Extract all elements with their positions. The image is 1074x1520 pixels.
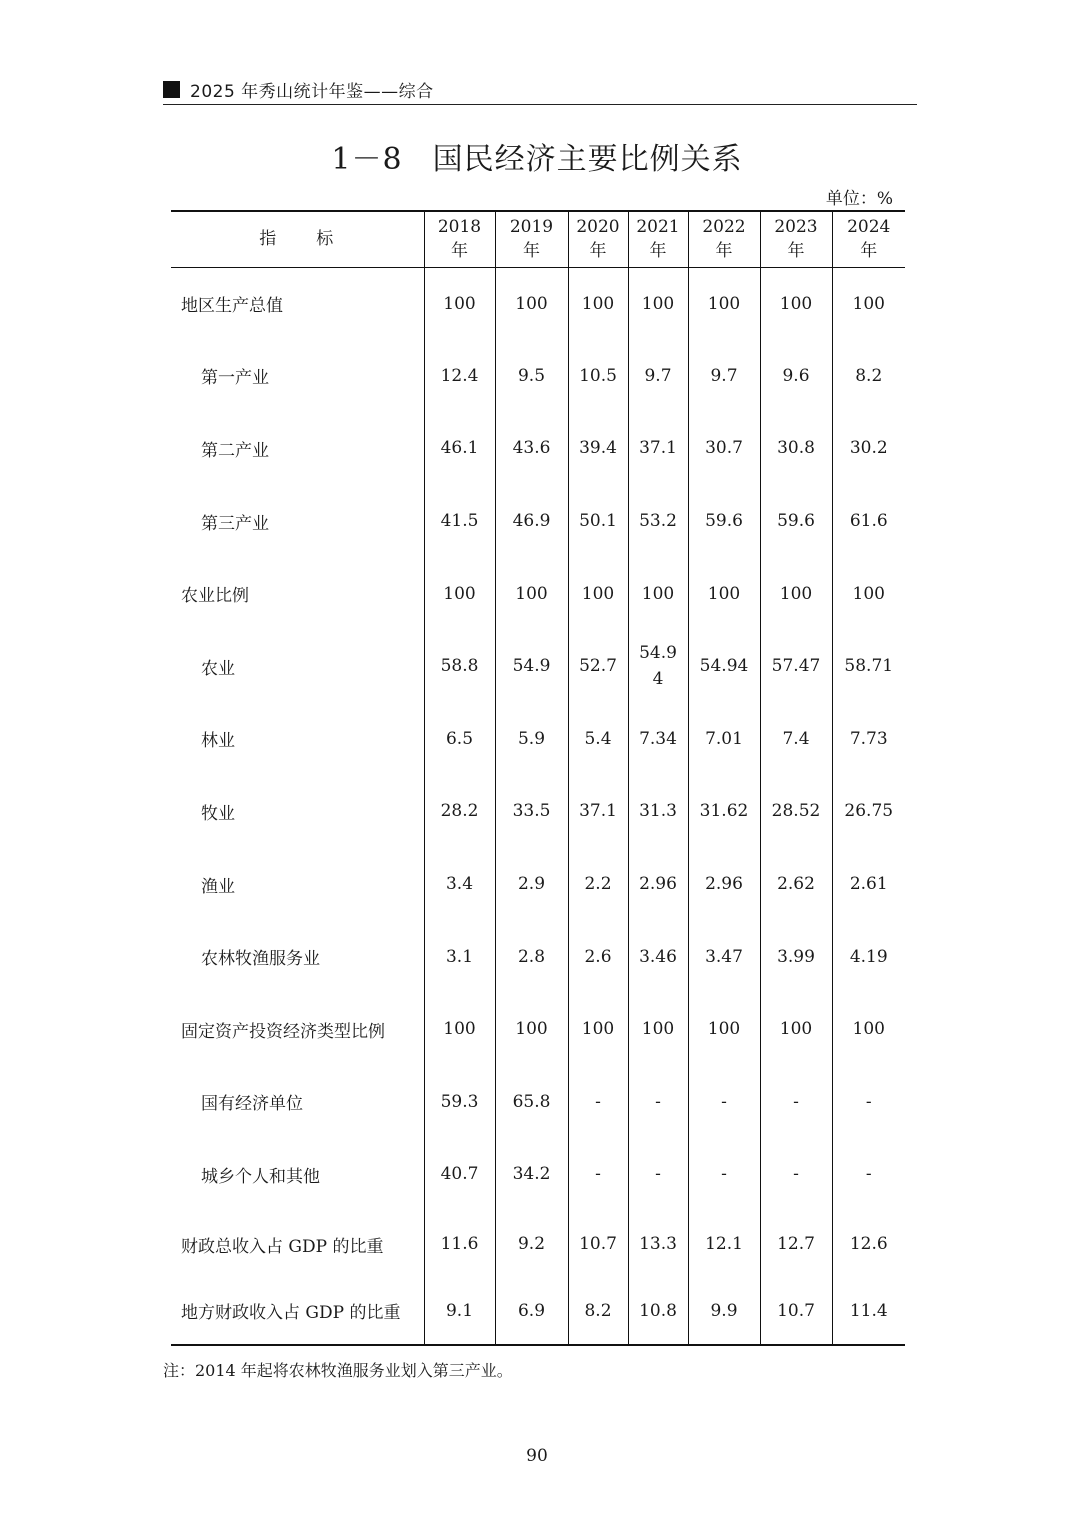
- cell: 2.61: [832, 848, 905, 921]
- cell: 100: [628, 993, 688, 1066]
- cell: -: [568, 1066, 628, 1139]
- cell: 58.71: [832, 630, 905, 703]
- cell: 100: [424, 557, 495, 630]
- year-header: 2024 年: [832, 211, 905, 267]
- cell: 9.9: [688, 1278, 760, 1345]
- row-label: 第二产业: [201, 440, 269, 461]
- cell: 3.47: [688, 920, 760, 993]
- cell: 59.6: [688, 485, 760, 558]
- row-label: 渔业: [201, 876, 235, 897]
- cell: 54.9 4: [628, 630, 688, 703]
- cell: -: [628, 1066, 688, 1139]
- table-row: [171, 703, 905, 776]
- cell: 12.7: [760, 1211, 832, 1278]
- cell: 2.8: [495, 920, 568, 993]
- cell: -: [628, 1138, 688, 1211]
- row-label: 固定资产投资经济类型比例: [181, 1021, 385, 1042]
- cell: 12.4: [424, 340, 495, 413]
- cell: 100: [832, 267, 905, 340]
- cell: 61.6: [832, 485, 905, 558]
- row-label: 农业: [201, 658, 235, 679]
- row-label: 牧业: [201, 803, 235, 824]
- year-header: 2023 年: [760, 211, 832, 267]
- table-row: [171, 412, 905, 485]
- cell: 59.6: [760, 485, 832, 558]
- cell: 37.1: [628, 412, 688, 485]
- cell: 11.6: [424, 1211, 495, 1278]
- table-number: 1－8: [331, 142, 403, 177]
- cell: 2.62: [760, 848, 832, 921]
- cell: 13.3: [628, 1211, 688, 1278]
- cell: 52.7: [568, 630, 628, 703]
- cell: 100: [688, 557, 760, 630]
- row-label: 地区生产总值: [181, 296, 283, 317]
- header-square-icon: [163, 81, 180, 98]
- cell: -: [832, 1138, 905, 1211]
- year-header: 2022 年: [688, 211, 760, 267]
- cell: 54.94: [688, 630, 760, 703]
- cell: -: [832, 1066, 905, 1139]
- row-label: 地方财政收入占 GDP 的比重: [171, 1278, 424, 1345]
- cell: 12.6: [832, 1211, 905, 1278]
- cell: 28.2: [424, 775, 495, 848]
- cell: 3.99: [760, 920, 832, 993]
- cell: 30.2: [832, 412, 905, 485]
- cell: 2.2: [568, 848, 628, 921]
- header-row: [171, 211, 905, 267]
- cell: 9.2: [495, 1211, 568, 1278]
- row-label: 农林牧渔服务业: [201, 949, 320, 970]
- cell: 10.5: [568, 340, 628, 413]
- cell: -: [760, 1138, 832, 1211]
- table-title-text: 国民经济主要比例关系: [432, 142, 743, 177]
- cell: 5.9: [495, 703, 568, 776]
- cell: 9.7: [688, 340, 760, 413]
- table-row: [171, 557, 905, 630]
- cell: 40.7: [424, 1138, 495, 1211]
- cell: 3.1: [424, 920, 495, 993]
- cell: 54.9: [495, 630, 568, 703]
- year-header: 2021 年: [628, 211, 688, 267]
- row-label: 林业: [201, 731, 235, 752]
- cell: 100: [832, 557, 905, 630]
- cell: 10.7: [760, 1278, 832, 1345]
- year-header: 2018 年: [424, 211, 495, 267]
- cell: 3.4: [424, 848, 495, 921]
- table-row: [171, 920, 905, 993]
- cell: 7.4: [760, 703, 832, 776]
- cell: 65.8: [495, 1066, 568, 1139]
- cell: 100: [688, 267, 760, 340]
- cell: 9.6: [760, 340, 832, 413]
- cell: 100: [568, 267, 628, 340]
- cell: 41.5: [424, 485, 495, 558]
- cell: 26.75: [832, 775, 905, 848]
- cell: 59.3: [424, 1066, 495, 1139]
- cell: 4.19: [832, 920, 905, 993]
- table-row: [171, 630, 905, 703]
- cell: 34.2: [495, 1138, 568, 1211]
- cell: 31.62: [688, 775, 760, 848]
- page-number: 90: [526, 1446, 548, 1466]
- row-label: 第一产业: [201, 368, 269, 389]
- row-label: 城乡个人和其他: [201, 1166, 320, 1187]
- cell: 10.7: [568, 1211, 628, 1278]
- indicator-header: 指 标: [171, 211, 424, 267]
- running-header-text: 2025 年秀山统计年鉴——综合: [190, 81, 434, 102]
- cell: 5.4: [568, 703, 628, 776]
- cell: 100: [760, 993, 832, 1066]
- table-row: [171, 1278, 905, 1345]
- table-row: [171, 775, 905, 848]
- cell: 12.1: [688, 1211, 760, 1278]
- cell: 7.73: [832, 703, 905, 776]
- cell: 30.7: [688, 412, 760, 485]
- cell: 100: [424, 993, 495, 1066]
- cell: 100: [628, 267, 688, 340]
- cell: -: [688, 1138, 760, 1211]
- table-row: [171, 267, 905, 340]
- table-title: [0, 134, 1074, 178]
- cell: 28.52: [760, 775, 832, 848]
- year-header: 2020 年: [568, 211, 628, 267]
- table-row: [171, 485, 905, 558]
- row-label: 财政总收入占 GDP 的比重: [181, 1236, 384, 1257]
- cell: 9.5: [495, 340, 568, 413]
- cell: 58.8: [424, 630, 495, 703]
- cell: 100: [760, 557, 832, 630]
- footnote: 注：2014 年起将农林牧渔服务业划入第三产业。: [163, 1361, 513, 1380]
- row-label: 农业比例: [181, 586, 249, 607]
- cell: 100: [568, 993, 628, 1066]
- cell: 8.2: [832, 340, 905, 413]
- row-label: 第三产业: [201, 513, 269, 534]
- cell: 2.96: [628, 848, 688, 921]
- cell: 33.5: [495, 775, 568, 848]
- cell: 100: [495, 267, 568, 340]
- ratio-table: [171, 210, 905, 1346]
- cell: 9.1: [424, 1278, 495, 1345]
- running-header: [163, 74, 917, 105]
- cell: 7.01: [688, 703, 760, 776]
- row-label: 国有经济单位: [201, 1094, 303, 1115]
- cell: -: [760, 1066, 832, 1139]
- cell: 100: [760, 267, 832, 340]
- cell: 9.7: [628, 340, 688, 413]
- cell: 46.9: [495, 485, 568, 558]
- cell: 100: [628, 557, 688, 630]
- cell: 7.34: [628, 703, 688, 776]
- cell: 11.4: [832, 1278, 905, 1345]
- cell: 100: [832, 993, 905, 1066]
- cell: 6.9: [495, 1278, 568, 1345]
- unit-label: 单位：%: [825, 189, 893, 209]
- cell: 31.3: [628, 775, 688, 848]
- cell: 57.47: [760, 630, 832, 703]
- table-row: [171, 1211, 905, 1278]
- table-row: [171, 340, 905, 413]
- cell: 3.46: [628, 920, 688, 993]
- cell: 37.1: [568, 775, 628, 848]
- cell: 100: [424, 267, 495, 340]
- table-row: [171, 993, 905, 1066]
- table-row: [171, 1138, 905, 1211]
- cell: 2.96: [688, 848, 760, 921]
- cell: 8.2: [568, 1278, 628, 1345]
- table-row: [171, 848, 905, 921]
- cell: 50.1: [568, 485, 628, 558]
- cell: 39.4: [568, 412, 628, 485]
- cell: 46.1: [424, 412, 495, 485]
- cell: 2.9: [495, 848, 568, 921]
- cell: -: [568, 1138, 628, 1211]
- cell: -: [688, 1066, 760, 1139]
- cell: 100: [495, 993, 568, 1066]
- cell: 6.5: [424, 703, 495, 776]
- cell: 100: [568, 557, 628, 630]
- cell: 10.8: [628, 1278, 688, 1345]
- year-header: 2019 年: [495, 211, 568, 267]
- table-row: [171, 1066, 905, 1139]
- cell: 2.6: [568, 920, 628, 993]
- cell: 30.8: [760, 412, 832, 485]
- cell: 43.6: [495, 412, 568, 485]
- cell: 100: [688, 993, 760, 1066]
- cell: 100: [495, 557, 568, 630]
- cell: 53.2: [628, 485, 688, 558]
